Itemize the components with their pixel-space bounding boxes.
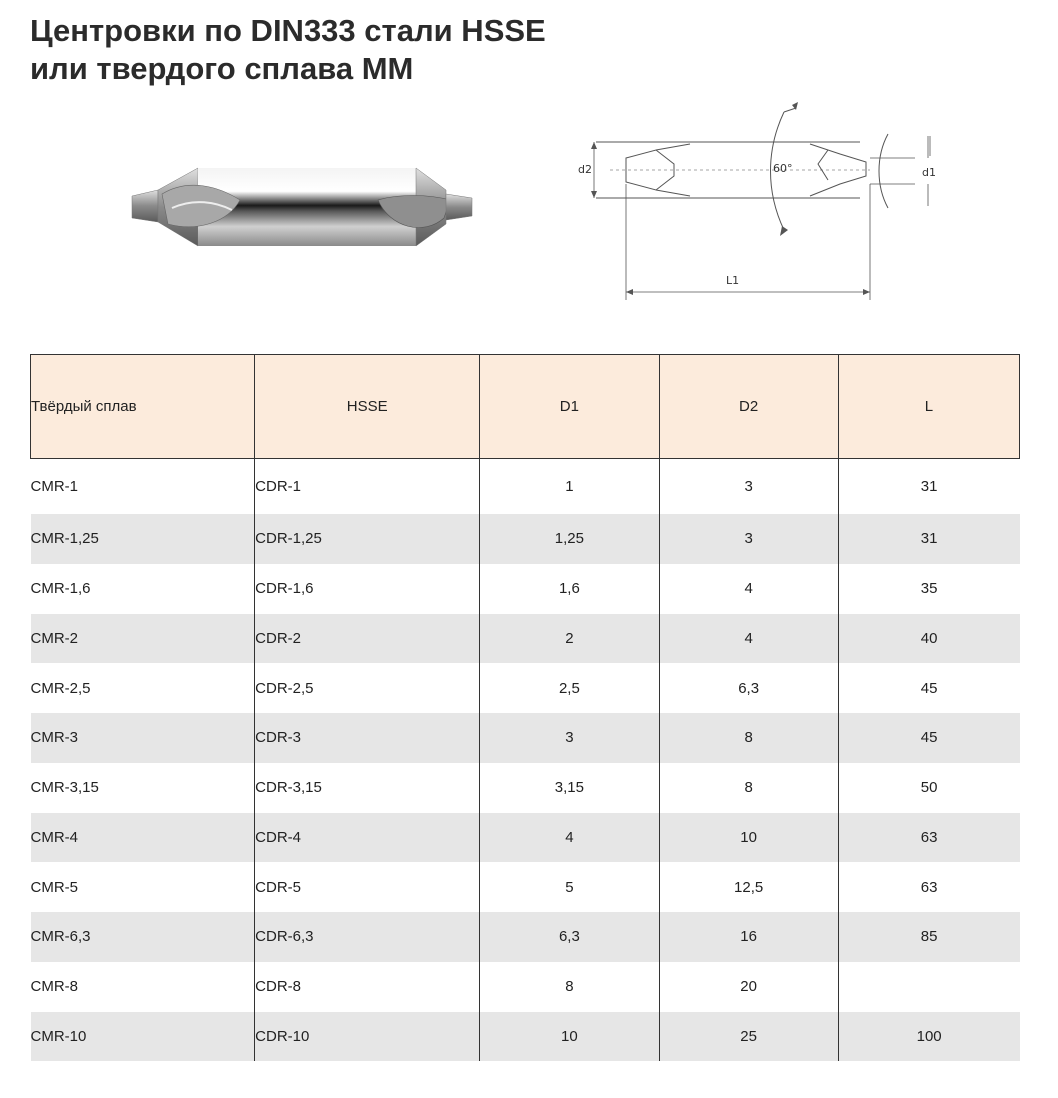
cell-hsse: CDR-1,6: [255, 564, 480, 614]
title-line-1: Центровки по DIN333 стали HSSE: [30, 13, 546, 48]
cell-l: 50: [838, 763, 1019, 813]
d2-label: d2: [578, 163, 592, 176]
header-carbide: Твёрдый сплав: [31, 355, 255, 459]
cell-hsse: CDR-8: [255, 962, 480, 1012]
header-hsse: HSSE: [255, 355, 480, 459]
table-row: [31, 912, 1020, 962]
cell-hsse: CDR-3,15: [255, 763, 480, 813]
table-row: [31, 713, 1020, 763]
cell-d1: 3: [480, 713, 659, 763]
cell-carbide: CMR-3: [31, 713, 255, 763]
cell-d2: 6,3: [659, 663, 838, 713]
header-d1: D1: [480, 355, 659, 459]
angle-label: 60°: [773, 162, 793, 175]
table-row: [31, 614, 1020, 664]
cell-d2: 3: [659, 459, 838, 515]
cell-carbide: CMR-2: [31, 614, 255, 664]
cell-l: 31: [838, 459, 1019, 515]
cell-d2: 16: [659, 912, 838, 962]
cell-l: 85: [838, 912, 1019, 962]
table-row: [31, 862, 1020, 912]
cell-hsse: CDR-5: [255, 862, 480, 912]
cell-d2: 8: [659, 713, 838, 763]
table-row: [31, 763, 1020, 813]
table-row: [31, 813, 1020, 863]
cell-hsse: CDR-2,5: [255, 663, 480, 713]
header-d2: D2: [659, 355, 838, 459]
cell-carbide: CMR-2,5: [30, 679, 91, 697]
cell-d1: 2: [480, 614, 659, 664]
cell-carbide: CMR-1: [30, 478, 78, 495]
cell-d1: 1: [480, 459, 659, 515]
cell-hsse: CDR-1,25: [255, 514, 480, 564]
technical-drawing: [570, 100, 936, 310]
d1-label: d1: [922, 166, 936, 179]
cell-d1: 2,5: [480, 663, 659, 713]
cell-carbide: CMR-6,3: [31, 912, 255, 962]
table-row: [31, 1012, 1020, 1062]
cell-carbide: CMR-1,25: [31, 514, 255, 564]
cell-d2: 25: [659, 1012, 838, 1062]
cell-hsse: CDR-6,3: [255, 912, 480, 962]
cell-l: 40: [838, 614, 1019, 664]
cell-d1: 1,25: [480, 514, 659, 564]
cell-carbide: CMR-5: [30, 878, 78, 896]
spec-table: [30, 354, 1020, 1061]
cell-l: 63: [838, 813, 1019, 863]
table-row: [31, 962, 1020, 1012]
cell-hsse: CDR-4: [255, 813, 480, 863]
cell-d1: 5: [480, 862, 659, 912]
title-line-2: или твердого сплава MM: [30, 51, 414, 86]
cell-l: 45: [838, 663, 1019, 713]
cell-d2: 4: [659, 564, 838, 614]
table-row: [31, 663, 1020, 713]
cell-d1: 10: [480, 1012, 659, 1062]
cell-d1: 8: [480, 962, 659, 1012]
cell-d1: 6,3: [480, 912, 659, 962]
cell-d2: 12,5: [659, 862, 838, 912]
page-title: [30, 12, 546, 88]
cell-d1: 3,15: [480, 763, 659, 813]
cell-l: 31: [838, 514, 1019, 564]
cell-d2: 20: [659, 962, 838, 1012]
table-row: [31, 459, 1020, 515]
table-row: [31, 514, 1020, 564]
cell-carbide: CMR-8: [30, 978, 78, 996]
cell-l: 100: [838, 1012, 1019, 1062]
cell-d2: 3: [659, 514, 838, 564]
cell-l: 63: [838, 862, 1019, 912]
cell-hsse: CDR-2: [255, 614, 480, 664]
cell-l: 45: [838, 713, 1019, 763]
center-drill-photo: [128, 160, 478, 255]
cell-hsse: CDR-1: [255, 459, 480, 515]
cell-hsse: CDR-10: [255, 1012, 480, 1062]
cell-d2: 8: [659, 763, 838, 813]
cell-d2: 4: [659, 614, 838, 664]
cell-carbide: CMR-4: [31, 813, 255, 863]
cell-d2: 10: [659, 813, 838, 863]
cell-d1: 1,6: [480, 564, 659, 614]
cell-l: 35: [838, 564, 1019, 614]
cell-l: [838, 962, 1019, 1012]
table-header-row: [31, 355, 1020, 459]
cell-d1: 4: [480, 813, 659, 863]
cell-carbide: CMR-10: [31, 1012, 255, 1062]
table-row: [31, 564, 1020, 614]
cell-carbide: CMR-3,15: [30, 779, 99, 797]
l1-label: L1: [726, 274, 740, 287]
cell-carbide: CMR-1,6: [30, 580, 91, 598]
header-l: L: [838, 355, 1019, 459]
cell-hsse: CDR-3: [255, 713, 480, 763]
